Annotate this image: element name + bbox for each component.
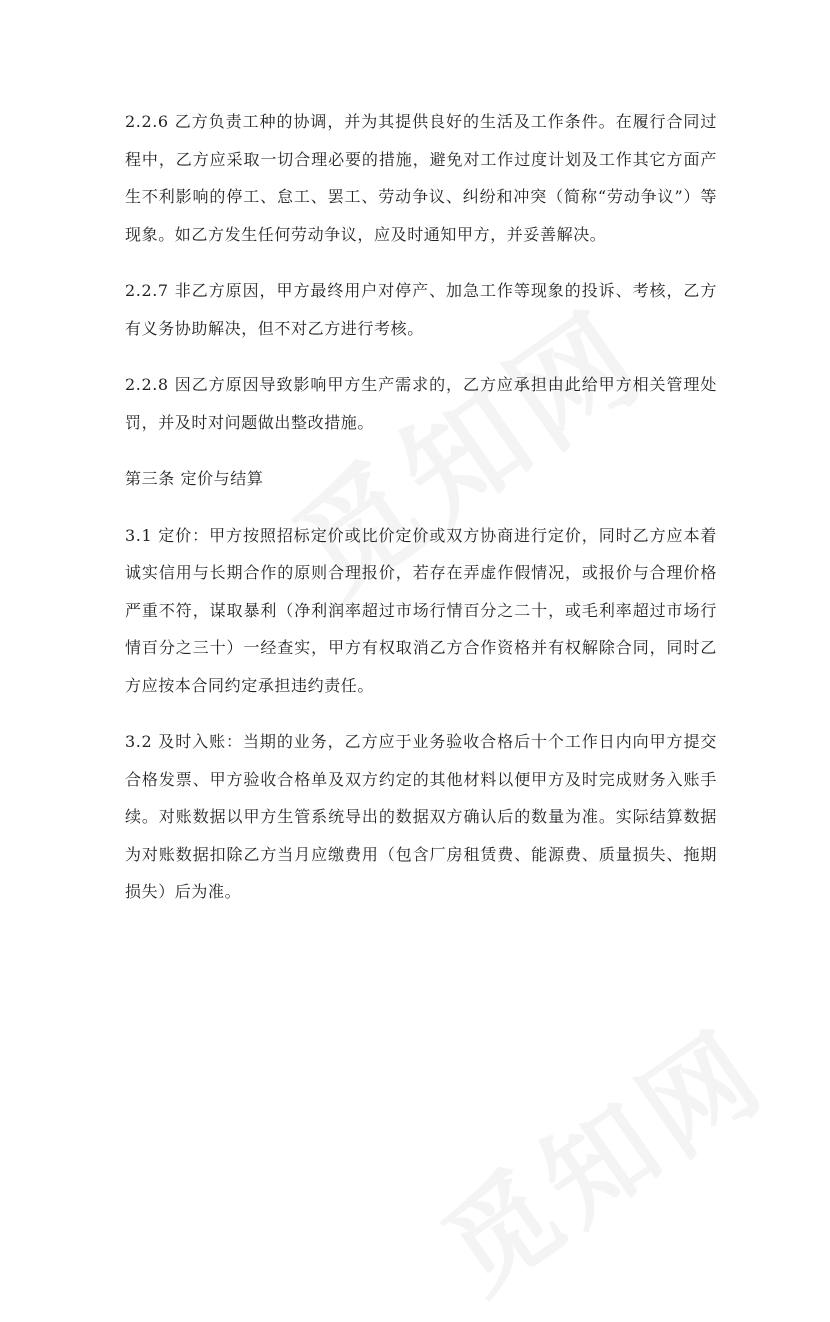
clause-3-2: 3.2 及时入账：当期的业务，乙方应于业务验收合格后十个工作日内向甲方提交合格发票、甲方验收合格单及双方约定的其他材料以便甲方及时完成财务入账手续。对账数据以甲方生管系统导出的数据双方确认后的数量为准。实际结算数据为对账数据扣除乙方当月应缴费用（包含厂房租赁费、能源费、质量损失、拖期损失）后为准。 <box>125 732 717 901</box>
clause-2-2-6: 2.2.6 乙方负责工种的协调，并为其提供良好的生活及工作条件。在履行合同过程中，乙方应采取一切合理必要的措施，避免对工作过度计划及工作其它方面产生不利影响的停工、怠工、罢工、劳动争议、纠纷和冲突（简称“劳动争议”）等现象。如乙方发生任何劳动争议，应及时通知甲方，并妥善解决。 <box>125 112 717 244</box>
clause-2-2-8: 2.2.8 因乙方原因导致影响甲方生产需求的，乙方应承担由此给甲方相关管理处罚，并及时对问题做出整改措施。 <box>125 375 717 432</box>
watermark <box>407 986 793 1322</box>
clause-3-1: 3.1 定价：甲方按照招标定价或比价定价或双方协商进行定价，同时乙方应本着诚实信用与长期合作的原则合理报价，若存在弄虚作假情况，或报价与合理价格严重不符，谋取暴利（净利润率超过市场行情百分之二十，或毛利率超过市场行情百分之三十）一经查实，甲方有权取消乙方合作资格并有权解除合同，同时乙方应按本合同约定承担违约责任。 <box>125 525 717 695</box>
clause-2-2-7: 2.2.7 非乙方原因，甲方最终用户对停产、加急工作等现象的投诉、考核，乙方有义务协助解决，但不对乙方进行考核。 <box>125 281 717 338</box>
document-body <box>125 103 717 930</box>
section-heading: 第三条 定价与结算 <box>125 469 264 488</box>
